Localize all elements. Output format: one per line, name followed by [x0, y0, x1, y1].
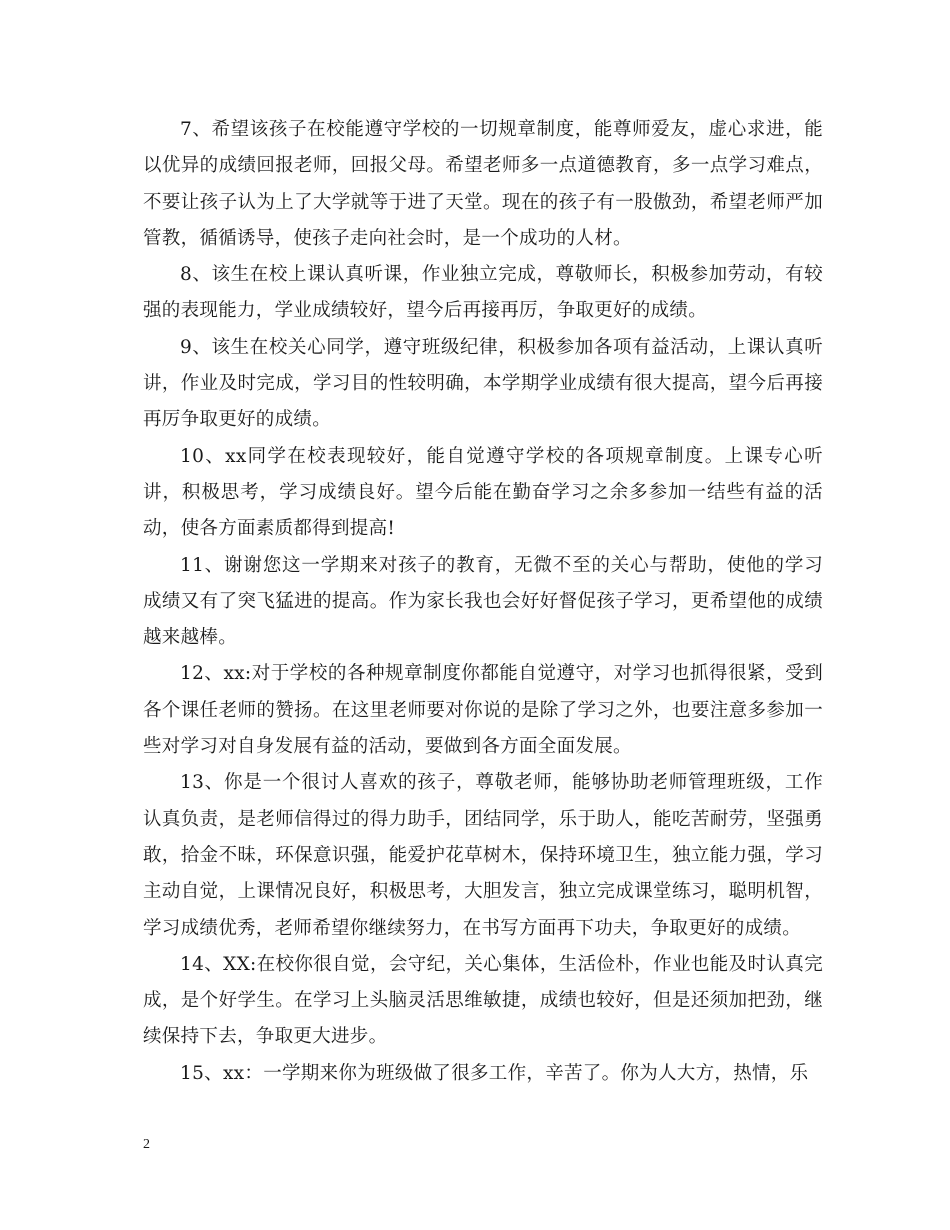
paragraph-9: 9、该生在校关心同学，遵守班级纪律，积极参加各项有益活动，上课认真听讲，作业及时完成，学习目的性较明确，本学期学业成绩有很大提高，望今后再接再厉争取更好的成绩。 [143, 336, 823, 431]
document-body [143, 112, 823, 1092]
paragraph-10: 10、xx同学在校表现较好，能自觉遵守学校的各项规章制度。上课专心听讲，积极思考，学习成绩良好。望今后能在勤奋学习之余多参加一结些有益的活动，使各方面素质都得到提高! [143, 445, 823, 540]
paragraph-11: 11、谢谢您这一学期来对孩子的教育，无微不至的关心与帮助，使他的学习成绩又有了突飞猛进的提高。作为家长我也会好好督促孩子学习，更希望他的成绩越来越棒。 [143, 554, 823, 649]
paragraph-14: 14、XX:在校你很自觉，会守纪，关心集体，生活俭朴，作业也能及时认真完成，是个好学生。在学习上头脑灵活思维敏捷，成绩也较好，但是还须加把劲，继续保持下去，争取更大进步。 [143, 953, 823, 1048]
paragraph-13: 13、你是一个很讨人喜欢的孩子，尊敬老师，能够协助老师管理班级，工作认真负责，是老师信得过的得力助手，团结同学，乐于助人，能吃苦耐劳，坚强勇敢，拾金不昧，环保意识强，能爱护花草树木，保持环境卫生，独立能力强，学习主动自觉，上课情况良好，积极思考，大胆发言，独立完成课堂练习，聪明机智，学习成绩优秀，老师希望你继续努力，在书写方面再下功夫，争取更好的成绩。 [143, 772, 823, 939]
paragraph-7: 7、希望该孩子在校能遵守学校的一切规章制度，能尊师爱友，虚心求进，能以优异的成绩回报老师，回报父母。希望老师多一点道德教育，多一点学习难点，不要让孩子认为上了大学就等于进了天堂。现在的孩子有一股傲劲，希望老师严加管教，循循诱导，使孩子走向社会时，是一个成功的人材。 [143, 119, 823, 249]
paragraph-12: 12、xx:对于学校的各种规章制度你都能自觉遵守，对学习也抓得很紧，受到各个课任老师的赞扬。在这里老师要对你说的是除了学习之外，也要注意多参加一些对学习对自身发展有益的活动，要做到各方面全面发展。 [143, 663, 823, 758]
page-number: 2 [143, 1137, 150, 1152]
paragraph-8: 8、该生在校上课认真听课，作业独立完成，尊敬师长，积极参加劳动，有较强的表现能力，学业成绩较好，望今后再接再厉，争取更好的成绩。 [143, 264, 823, 322]
paragraph-15: 15、xx：一学期来你为班级做了很多工作，辛苦了。你为人大方，热情，乐 [180, 1062, 809, 1084]
